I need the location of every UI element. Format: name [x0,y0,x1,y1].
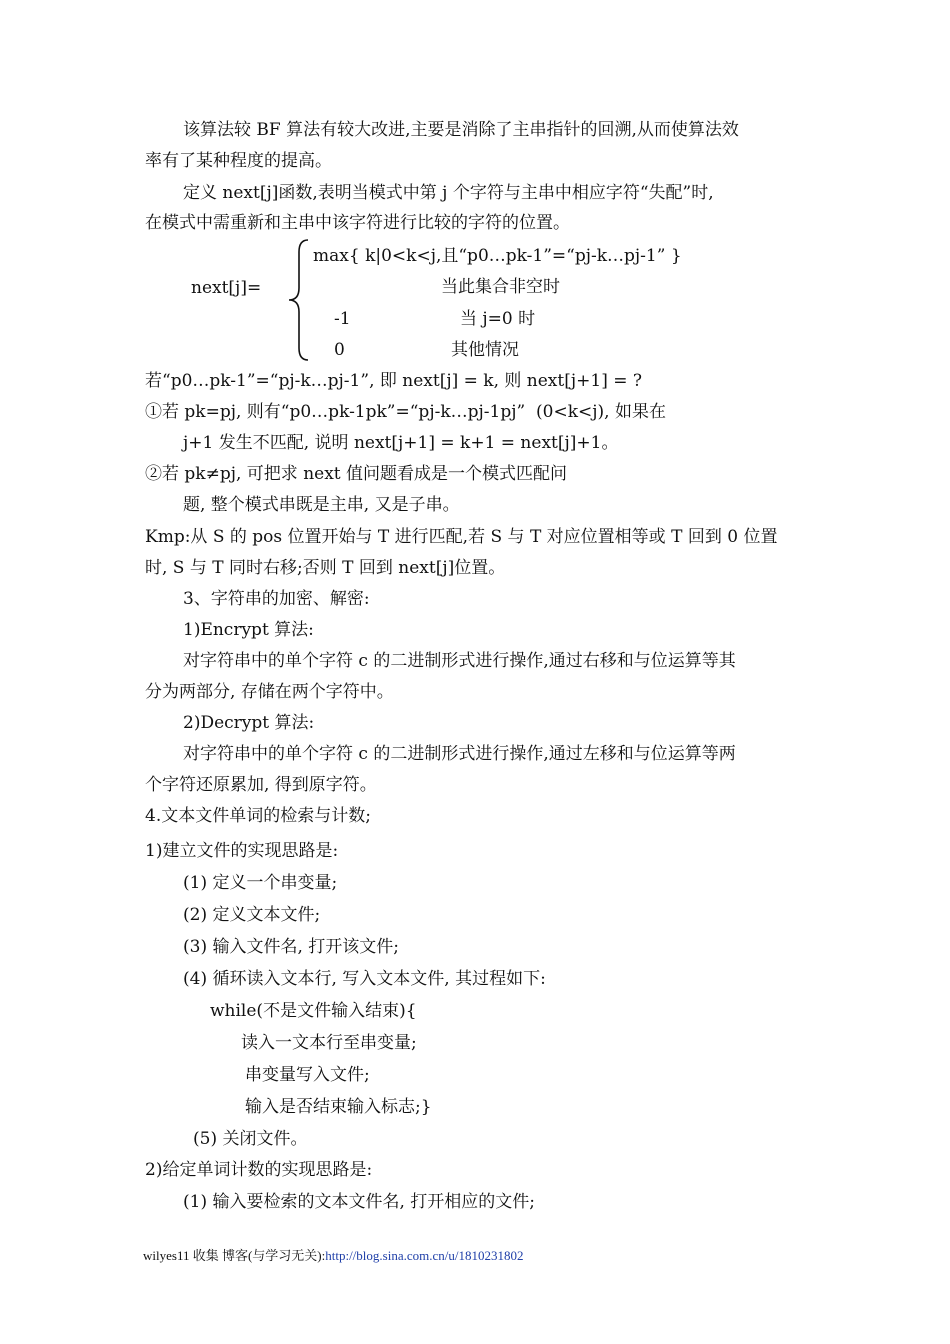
textfile-step-5: (5) 关闭文件。 [193,1129,308,1149]
footer-label: wilyes11 收集 博客(与学习无关): [143,1248,326,1263]
kmp-line-1: Kmp:从 S 的 pos 位置开始与 T 进行匹配,若 S 与 T 对应位置相等或 T 回到 0 位置 [145,527,778,547]
textfile-step-3: (3) 输入文件名, 打开该文件; [183,937,400,957]
textfile-sub-2-step-1: (1) 输入要检索的文本文件名, 打开相应的文件; [183,1192,536,1212]
page-footer [143,1247,523,1265]
derivation-line-2: ①若 pk=pj, 则有“p0…pk-1pk”=“pj-k…pj-1pj” (0<k<j), 如果在 [145,402,666,422]
formula-case-3-value: 0 [334,340,345,360]
derivation-line-5: 题, 整个模式串既是主串, 又是子串。 [183,495,460,515]
decrypt-title: 2)Decrypt 算法: [183,713,315,733]
brace-icon [286,238,310,362]
while-body-1: 读入一文本行至串变量; [241,1033,417,1053]
crypto-heading: 3、字符串的加密、解密: [183,589,370,609]
footer-url[interactable]: http://blog.sina.com.cn/u/1810231802 [325,1248,524,1263]
formula-case-1-condition: 当此集合非空时 [441,277,560,297]
while-body-3: 输入是否结束输入标志;} [245,1097,432,1117]
kmp-intro-line-2: 率有了某种程度的提高。 [145,151,332,171]
encrypt-line-2: 分为两部分, 存储在两个字符中。 [145,682,394,702]
formula-case-3-condition: 其他情况 [451,340,519,360]
derivation-line-3: j+1 发生不匹配, 说明 next[j+1] = k+1 = next[j]+1。 [183,433,619,453]
textfile-step-4: (4) 循环读入文本行, 写入文本文件, 其过程如下: [183,969,546,989]
while-line: while(不是文件输入结束){ [210,1001,417,1021]
textfile-heading: 4.文本文件单词的检索与计数; [145,806,371,826]
encrypt-line-1: 对字符串中的单个字符 c 的二进制形式进行操作,通过右移和与位运算等其 [183,651,736,671]
formula-case-1: max{ k|0<k<j,且“p0…pk-1”=“pj-k…pj-1” } [313,246,682,266]
encrypt-title: 1)Encrypt 算法: [183,620,314,640]
while-body-2: 串变量写入文件; [245,1065,370,1085]
decrypt-line-2: 个字符还原累加, 得到原字符。 [145,775,377,795]
textfile-step-2: (2) 定义文本文件; [183,905,321,925]
kmp-line-2: 时, S 与 T 同时右移;否则 T 回到 next[j]位置。 [145,558,506,578]
textfile-sub-2: 2)给定单词计数的实现思路是: [145,1160,373,1180]
decrypt-line-1: 对字符串中的单个字符 c 的二进制形式进行操作,通过左移和与位运算等两 [183,744,736,764]
formula-case-2-value: -1 [334,309,351,329]
next-def-line-1: 定义 next[j]函数,表明当模式中第 j 个字符与主串中相应字符“失配”时, [183,183,714,203]
formula-lhs: next[j]= [191,278,262,298]
formula-case-2-condition: 当 j=0 时 [460,309,536,329]
textfile-step-1: (1) 定义一个串变量; [183,873,338,893]
derivation-line-1: 若“p0…pk-1”=“pj-k…pj-1”, 即 next[j] = k, 则 next[j+1] = ? [145,371,642,391]
derivation-line-4: ②若 pk≠pj, 可把求 next 值问题看成是一个模式匹配问 [145,464,568,484]
next-def-line-2: 在模式中需重新和主串中该字符进行比较的字符的位置。 [145,213,570,233]
kmp-intro-line-1: 该算法较 BF 算法有较大改进,主要是消除了主串指针的回溯,从而使算法效 [183,120,739,140]
textfile-sub-1: 1)建立文件的实现思路是: [145,841,339,861]
